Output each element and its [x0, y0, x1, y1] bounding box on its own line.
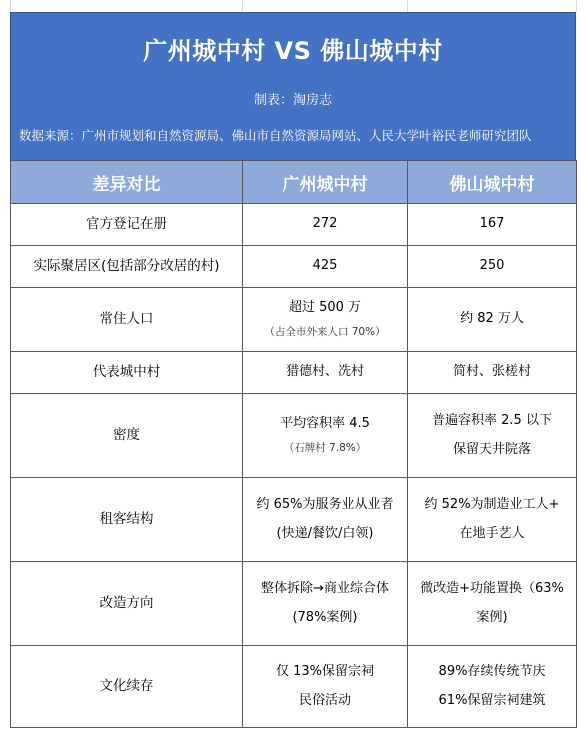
row-label: 常住人口: [11, 288, 243, 352]
cell-line: 167: [479, 216, 505, 232]
cell-line: 在地手艺人: [459, 525, 525, 541]
row-label: 文化续存: [11, 646, 243, 728]
column-header-row: [11, 161, 577, 204]
table-row: [11, 204, 577, 246]
row-label: 代表城中村: [11, 352, 243, 394]
row-label: 实际聚居区(包括部分改居的村): [11, 246, 243, 288]
grid-line: [576, 0, 577, 12]
cell-line: 约 82 万人: [460, 311, 524, 327]
grid-line: [10, 0, 11, 12]
guangzhou-cell: [243, 562, 408, 646]
row-label: 官方登记在册: [11, 204, 243, 246]
guangzhou-cell: [243, 394, 408, 478]
guangzhou-cell: [243, 352, 408, 394]
cell-line: 425: [312, 258, 338, 274]
guangzhou-cell: [243, 204, 408, 246]
foshan-cell: [408, 562, 577, 646]
column-header: 差异对比: [11, 161, 243, 204]
cell-line: 超过 500 万: [288, 299, 362, 315]
foshan-cell: [408, 394, 577, 478]
cell-line: (78%案例): [292, 609, 358, 625]
comparison-sheet: [10, 12, 576, 728]
row-label: 密度: [11, 394, 243, 478]
cell-line: 约 52%为制造业工人+: [424, 497, 560, 513]
table-row: [11, 646, 577, 728]
cell-line: 61%保留宗祠建筑: [438, 692, 546, 708]
grid-line: [407, 0, 408, 12]
foshan-cell: [408, 246, 577, 288]
foshan-cell: [408, 352, 577, 394]
table-title: 广州城中村 VS 佛山城中村: [143, 37, 443, 65]
cell-note: （占全市外来人口 70%）: [264, 326, 386, 339]
cell-line: 仅 13%保留宗祠: [275, 664, 375, 680]
row-label: 租客结构: [11, 478, 243, 562]
spreadsheet-top-strip: [0, 0, 586, 12]
cell-line: 简村、张槎村: [452, 364, 531, 380]
cell-line: 272: [312, 216, 338, 232]
cell-line: 普遍容积率 2.5 以下: [432, 413, 552, 429]
cell-line: 保留天井院落: [452, 441, 531, 457]
foshan-cell: [408, 204, 577, 246]
cell-line: 民俗活动: [298, 692, 351, 708]
cell-line: 微改造+功能置换（63%: [420, 581, 564, 597]
guangzhou-cell: [243, 246, 408, 288]
row-label: 改造方向: [11, 562, 243, 646]
table-row: [11, 288, 577, 352]
table-row: [11, 246, 577, 288]
column-header: 佛山城中村: [408, 161, 577, 204]
guangzhou-cell: [243, 288, 408, 352]
cell-line: 89%存续传统节庆: [438, 664, 546, 680]
guangzhou-cell: [243, 478, 408, 562]
cell-line: 约 65%为服务业从业者: [256, 497, 394, 513]
guangzhou-cell: [243, 646, 408, 728]
cell-line: (快递/餐饮/白领): [276, 525, 374, 541]
cell-line: 案例): [476, 609, 508, 625]
foshan-cell: [408, 646, 577, 728]
foshan-cell: [408, 288, 577, 352]
table-maker: 制表：淘房志: [253, 93, 332, 108]
cell-note: （石牌村 7.8%）: [283, 442, 367, 455]
grid-line: [242, 0, 243, 12]
table-row: [11, 352, 577, 394]
table-row: [11, 394, 577, 478]
foshan-cell: [408, 478, 577, 562]
comparison-table: [10, 160, 577, 728]
cell-line: 猎德村、冼村: [285, 364, 364, 380]
table-row: [11, 562, 577, 646]
table-row: [11, 478, 577, 562]
table-header-banner: [10, 12, 576, 160]
cell-line: 平均容积率 4.5: [280, 415, 370, 431]
cell-line: 整体拆除→商业综合体: [261, 581, 389, 597]
cell-line: 250: [479, 258, 505, 274]
column-header: 广州城中村: [243, 161, 408, 204]
data-source: 数据来源：广州市规划和自然资源局、佛山市自然资源局网站、人民大学叶裕民老师研究团队: [19, 128, 532, 143]
